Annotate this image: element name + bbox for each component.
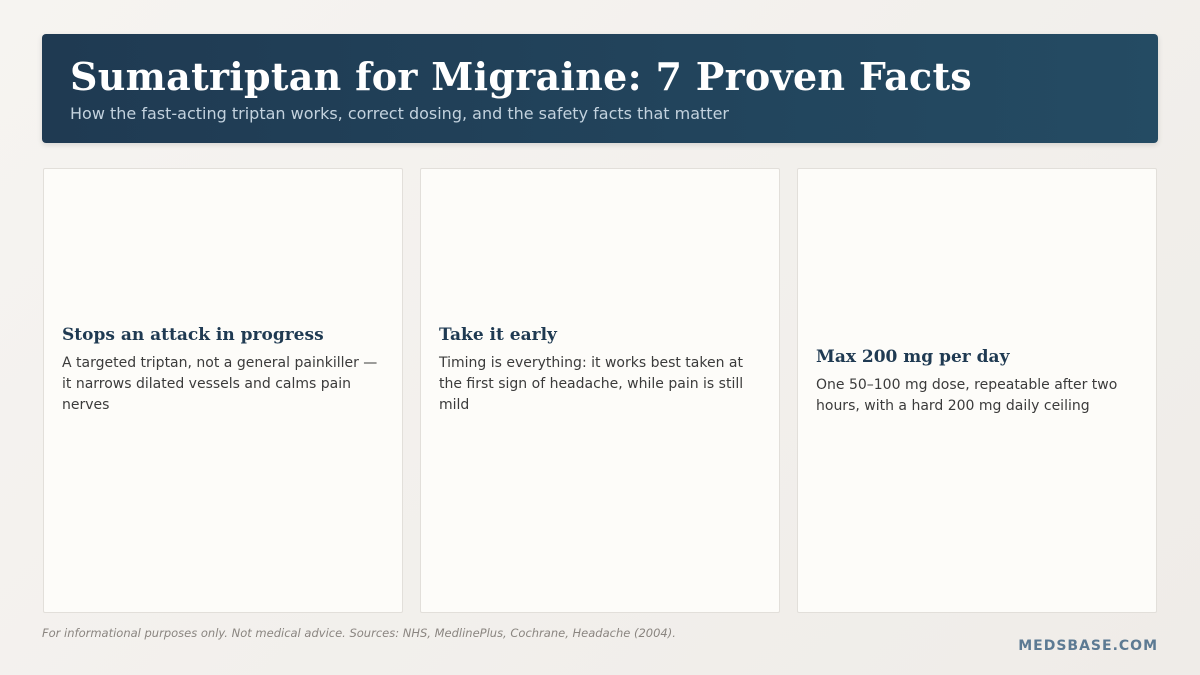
fact-card-content [62,323,384,416]
fact-card-body: One 50–100 mg dose, repeatable after two hours, with a hard 200 mg daily ceiling [816,376,1118,414]
fact-card-body: A targeted triptan, not a general painkiller — it narrows dilated vessels and calms pain nerves [62,355,378,413]
page-title: Sumatriptan for Migraine: 7 Proven Facts [70,54,972,99]
site-brand-link[interactable]: MEDSBASE.COM [1018,638,1158,654]
fact-card-content [816,345,1138,417]
fact-card-3 [797,168,1157,613]
disclaimer-text: For informational purposes only. Not medical advice. Sources: NHS, MedlinePlus, Cochrane, Headache (2004). [42,626,676,640]
fact-card-content [439,323,761,416]
fact-card-title: Take it early [439,325,557,345]
page-subtitle: How the fast-acting triptan works, correct dosing, and the safety facts that matter [70,104,729,123]
fact-card-title: Max 200 mg per day [816,346,1010,367]
fact-card-title: Stops an attack in progress [62,325,324,345]
fact-card-2 [420,168,780,613]
fact-card-body: Timing is everything: it works best taken at the first sign of headache, while pain is still mild [439,355,744,413]
fact-card-1 [43,168,403,613]
header-banner [42,34,1158,143]
